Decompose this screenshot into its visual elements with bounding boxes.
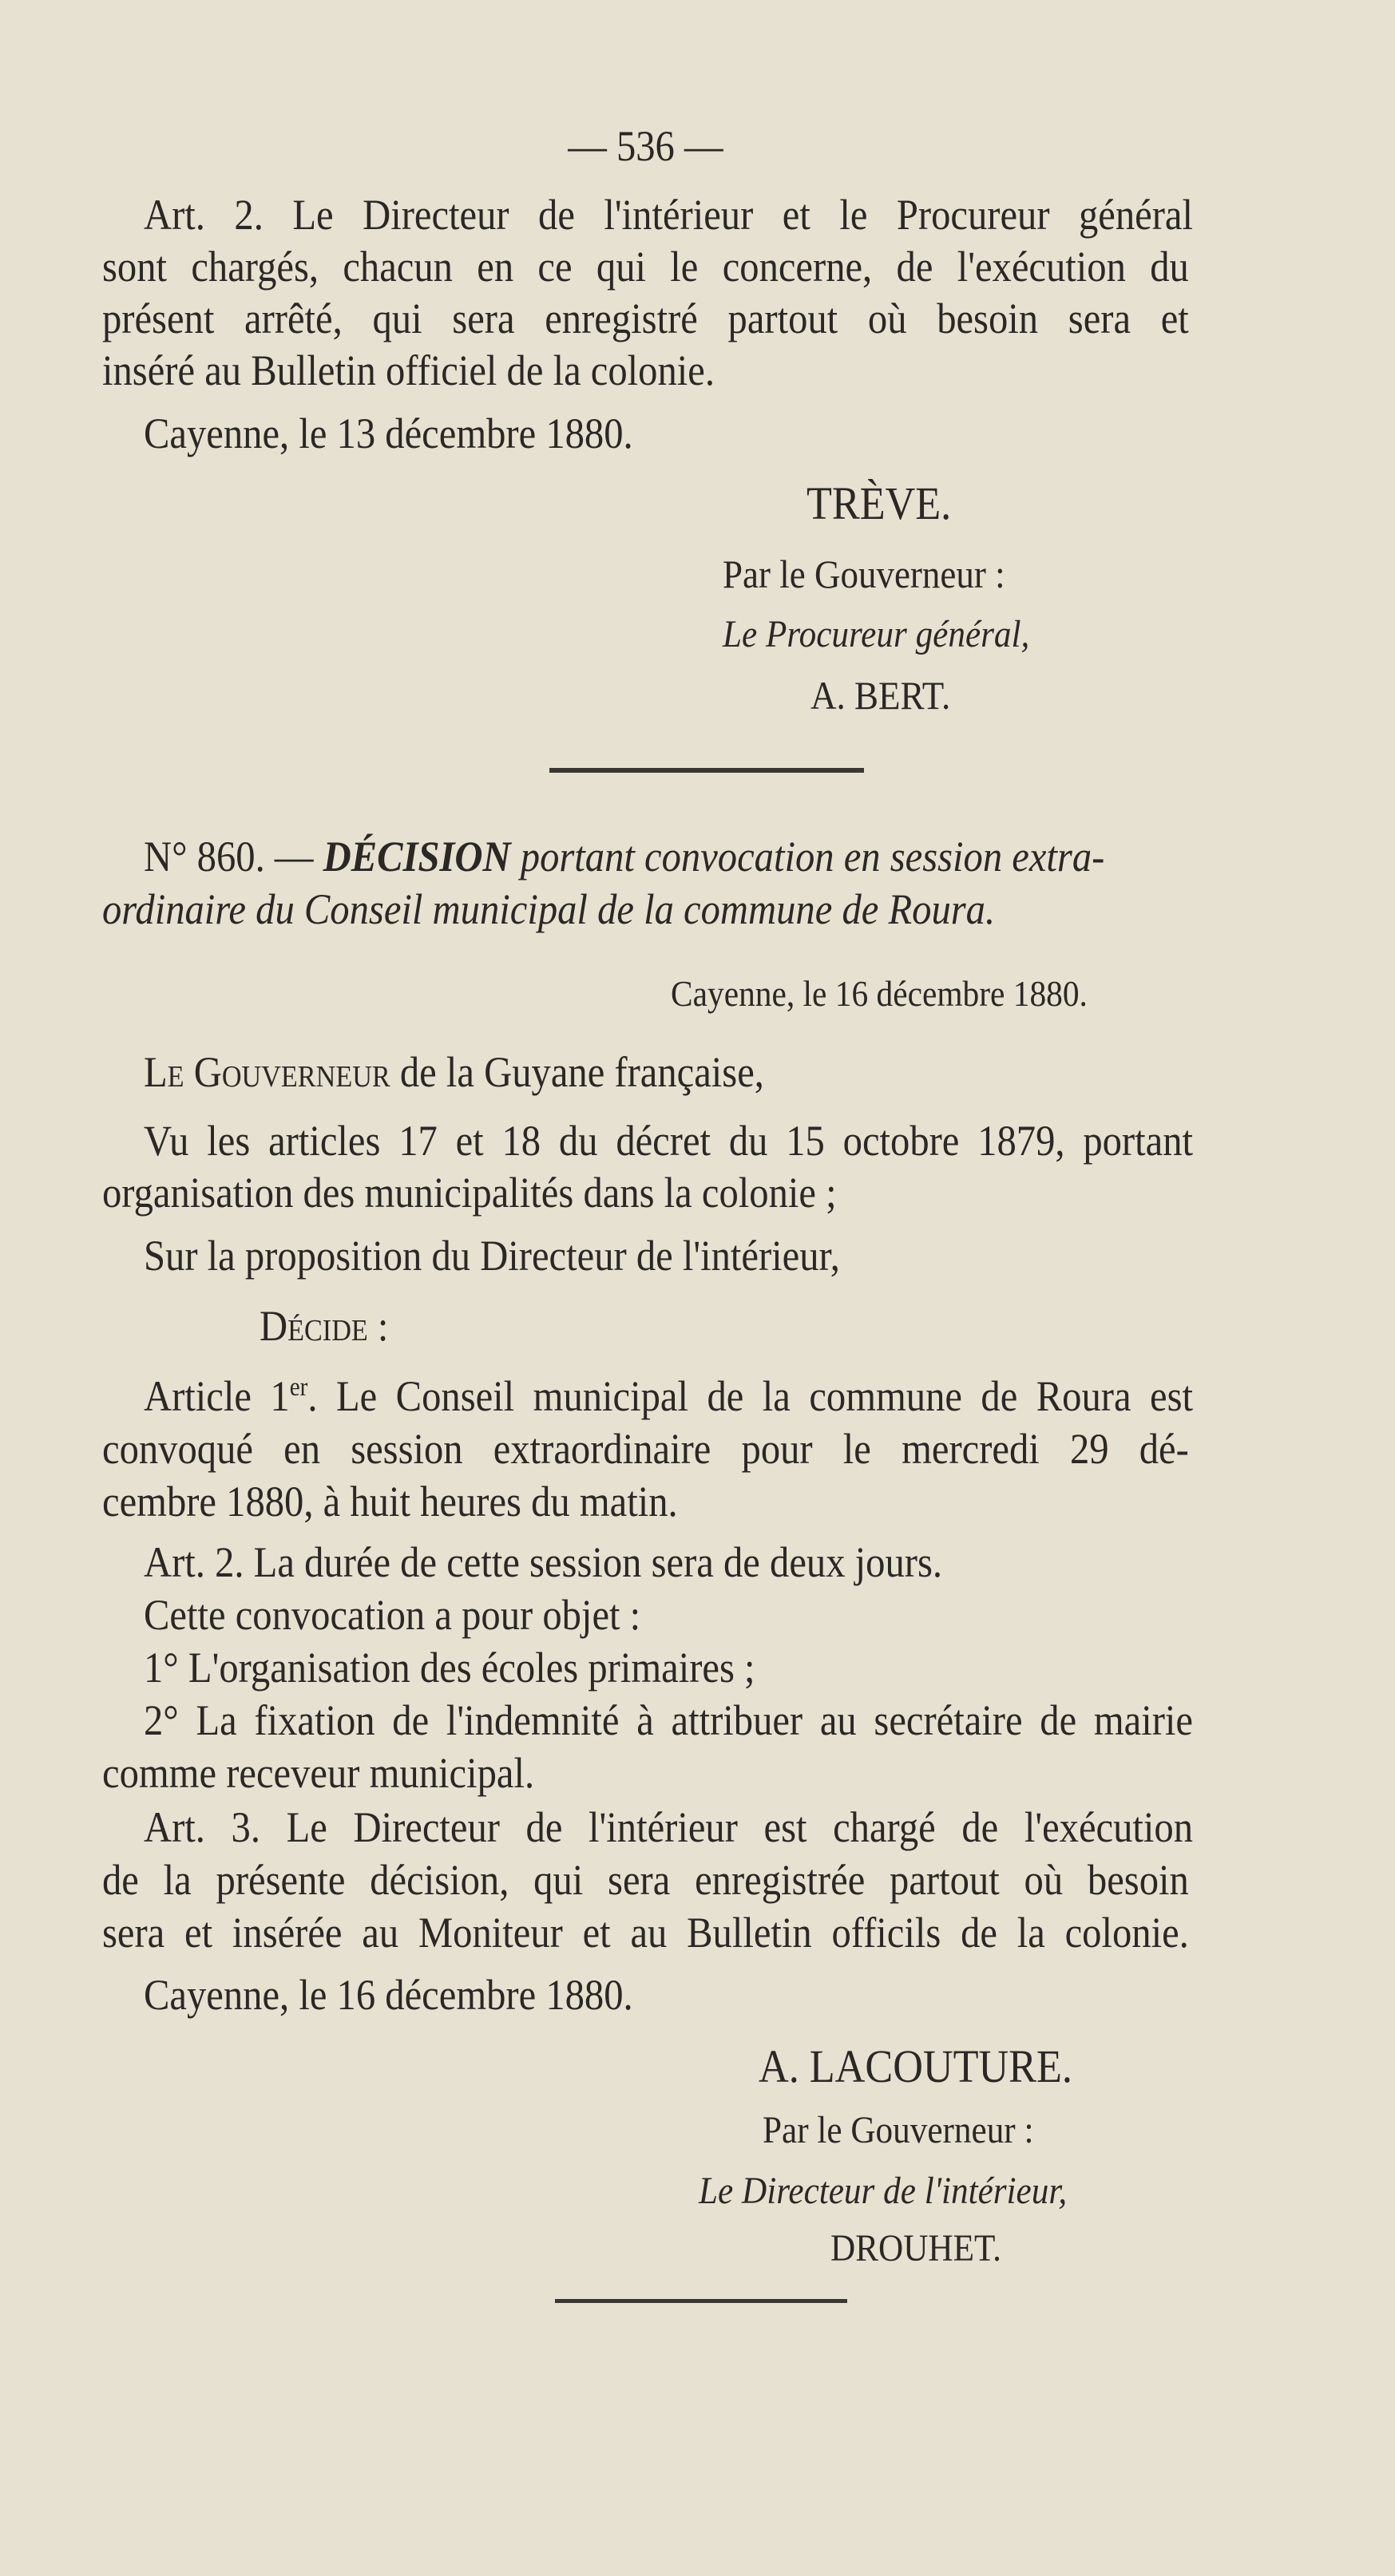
date-line: Cayenne, le 13 décembre 1880. bbox=[144, 410, 633, 457]
decision-heading-line2: ordinaire du Conseil municipal de la commune de Roura. bbox=[102, 885, 996, 933]
object-item: 1° L'organisation des écoles primaires ; bbox=[144, 1644, 755, 1692]
article-1-rest: . Le Conseil municipal de la commune de Roura est bbox=[307, 1372, 1193, 1420]
article-1-sup: er bbox=[289, 1373, 308, 1402]
date-line: Cayenne, le 16 décembre 1880. bbox=[144, 1971, 633, 2019]
article-2-line: Art. 2. Le Directeur de l'intérieur et le Procureur général bbox=[144, 191, 1193, 239]
object-item: 2° La fixation de l'indemnité à attribuer au secrétaire de mairie bbox=[144, 1696, 1193, 1744]
page-number: — 536 — bbox=[568, 122, 723, 170]
countersign-title: Le Procureur général, bbox=[723, 613, 1030, 655]
article-2-line: inséré au Bulletin officiel de la colonie. bbox=[102, 346, 715, 394]
decision-heading-rest: portant convocation en session extra- bbox=[520, 833, 1105, 880]
decision-title: DÉCISION bbox=[323, 833, 511, 880]
object-intro: Cette convocation a pour objet : bbox=[144, 1591, 641, 1639]
considerant-line: Vu les articles 17 et 18 du décret du 15 octobre 1879, portant bbox=[144, 1117, 1193, 1165]
by-governor: Par le Gouverneur : bbox=[763, 2109, 1034, 2151]
section-divider bbox=[549, 768, 864, 773]
considerant-line: Sur la proposition du Directeur de l'intérieur, bbox=[144, 1232, 840, 1280]
authority: Le Gouverneur bbox=[144, 1048, 390, 1096]
article-1-line bbox=[144, 1370, 1193, 1423]
end-divider bbox=[555, 2299, 847, 2303]
countersign-name: DROUHET. bbox=[830, 2227, 1001, 2269]
article-2-line: présent arrêté, qui sera enregistré partout où besoin sera et bbox=[102, 295, 1189, 342]
signatory: A. LACOUTURE. bbox=[759, 2040, 1072, 2092]
decision-number: N° 860. — bbox=[144, 833, 314, 880]
considerant-line: organisation des municipalités dans la colonie ; bbox=[102, 1169, 837, 1217]
object-item: comme receveur municipal. bbox=[102, 1749, 535, 1797]
article-1-label: Article 1 bbox=[144, 1372, 290, 1420]
authority-rest: de la Guyane française, bbox=[399, 1048, 764, 1096]
decision-heading bbox=[144, 830, 1193, 883]
preamble bbox=[144, 1046, 1193, 1098]
countersign-name: A. BERT. bbox=[810, 673, 951, 718]
by-governor: Par le Gouverneur : bbox=[723, 552, 1005, 596]
article-1-line: convoqué en session extraordinaire pour le mercredi 29 dé- bbox=[102, 1425, 1189, 1473]
article-3-line: sera et insérée au Moniteur et au Bulletin officils de la colonie. bbox=[102, 1909, 1189, 1957]
article-3-line: Art. 3. Le Directeur de l'intérieur est chargé de l'exécution bbox=[144, 1803, 1193, 1851]
place-date: Cayenne, le 16 décembre 1880. bbox=[671, 973, 1088, 1014]
article-2: Art. 2. La durée de cette session sera de deux jours. bbox=[144, 1538, 943, 1586]
decide-label: Décide : bbox=[260, 1302, 389, 1350]
countersign-title: Le Directeur de l'intérieur, bbox=[699, 2170, 1068, 2212]
article-1-line: cembre 1880, à huit heures du matin. bbox=[102, 1478, 678, 1525]
article-3-line: de la présente décision, qui sera enregistrée partout où besoin bbox=[102, 1856, 1189, 1904]
article-2-line: sont chargés, chacun en ce qui le concerne, de l'exécution du bbox=[102, 243, 1189, 291]
signatory: TRÈVE. bbox=[806, 477, 952, 529]
